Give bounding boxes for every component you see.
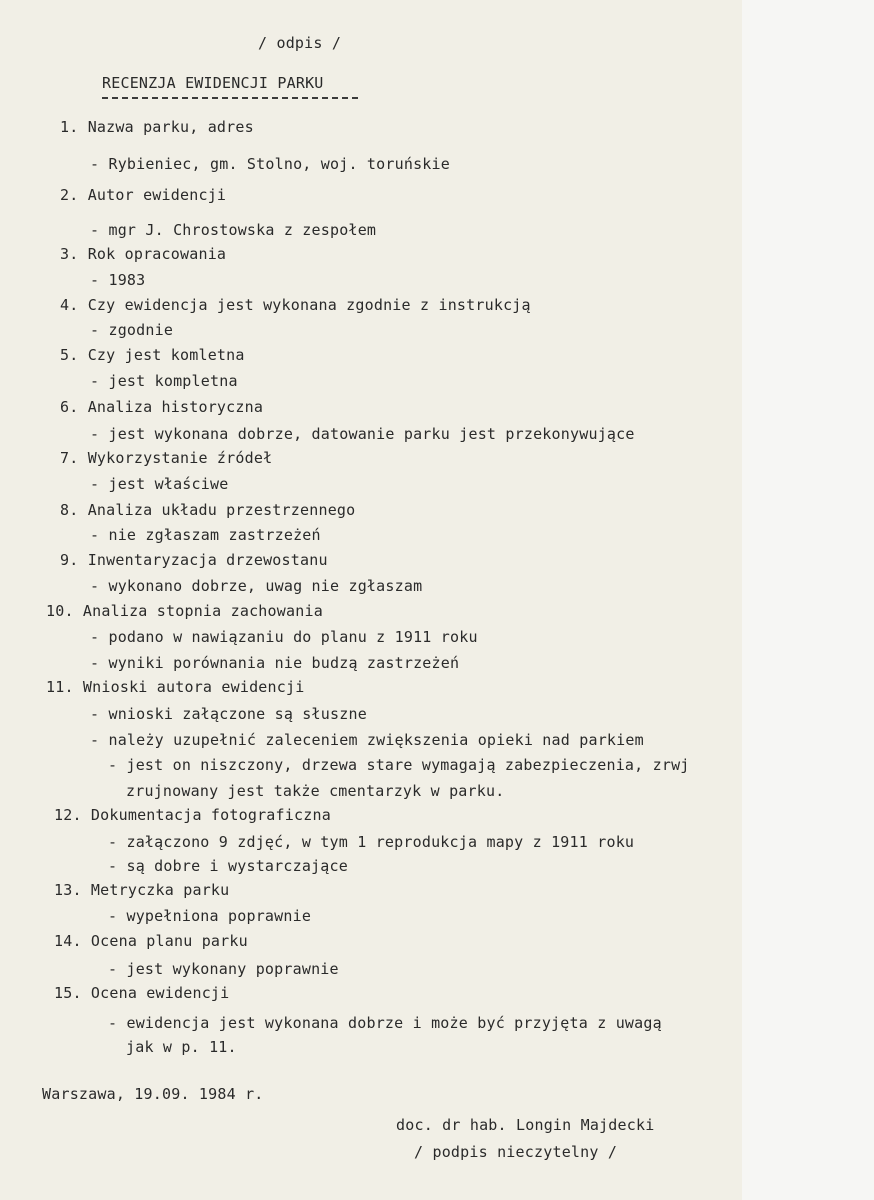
item-1-detail-1: - Rybieniec, gm. Stolno, woj. toruńskie <box>90 155 450 173</box>
item-5-detail-1: - jest kompletna <box>90 372 238 390</box>
item-15-label: 15. Ocena ewidencji <box>54 984 230 1002</box>
signature-note: / podpis nieczytelny / <box>414 1143 618 1161</box>
item-4-label: 4. Czy ewidencja jest wykonana zgodnie z instrukcją <box>60 296 531 314</box>
item-2-detail-1: - mgr J. Chrostowska z zespołem <box>90 221 377 239</box>
item-7-label: 7. Wykorzystanie źródeł <box>60 449 273 467</box>
item-8-detail-1: - nie zgłaszam zastrzeżeń <box>90 526 321 544</box>
place-and-date: Warszawa, 19.09. 1984 r. <box>42 1085 264 1103</box>
item-5-label: 5. Czy jest komletna <box>60 346 245 364</box>
signatory-name: doc. dr hab. Longin Majdecki <box>396 1116 655 1134</box>
item-12-label: 12. Dokumentacja fotograficzna <box>54 806 331 824</box>
item-14-detail-1: - jest wykonany poprawnie <box>108 960 339 978</box>
item-15-detail-1: - ewidencja jest wykonana dobrze i może być przyjęta z uwagą <box>108 1014 662 1032</box>
item-11-detail-3: - jest on niszczony, drzewa stare wymagają zabezpieczenia, zrwj <box>108 756 690 774</box>
item-4-detail-1: - zgodnie <box>90 321 174 339</box>
item-12-detail-1: - załączono 9 zdjęć, w tym 1 reprodukcja mapy z 1911 roku <box>108 833 635 851</box>
item-11-detail-1: - wnioski załączone są słuszne <box>90 705 367 723</box>
item-8-label: 8. Analiza układu przestrzennego <box>60 501 356 519</box>
title-underline <box>102 97 358 99</box>
item-7-detail-1: - jest właściwe <box>90 475 229 493</box>
item-2-label: 2. Autor ewidencji <box>60 186 227 204</box>
item-10-detail-1: - podano w nawiązaniu do planu z 1911 roku <box>90 628 478 646</box>
scan-background <box>742 0 874 1200</box>
item-11-label: 11. Wnioski autora ewidencji <box>46 678 305 696</box>
document-title: RECENZJA EWIDENCJI PARKU <box>102 74 324 92</box>
item-6-detail-1: - jest wykonana dobrze, datowanie parku jest przekonywujące <box>90 425 635 443</box>
item-11-detail-4: zrujnowany jest także cmentarzyk w parku. <box>126 782 505 800</box>
item-1-label: 1. Nazwa parku, adres <box>60 118 254 136</box>
item-10-label: 10. Analiza stopnia zachowania <box>46 602 323 620</box>
item-10-detail-2: - wyniki porównania nie budzą zastrzeżeń <box>90 654 460 672</box>
item-6-label: 6. Analiza historyczna <box>60 398 264 416</box>
item-9-label: 9. Inwentaryzacja drzewostanu <box>60 551 328 569</box>
item-12-detail-2: - są dobre i wystarczające <box>108 857 348 875</box>
item-11-detail-2: - należy uzupełnić zaleceniem zwiększenia opieki nad parkiem <box>90 731 644 749</box>
item-13-detail-1: - wypełniona poprawnie <box>108 907 312 925</box>
item-3-label: 3. Rok opracowania <box>60 245 227 263</box>
copy-mark: / odpis / <box>258 34 342 52</box>
item-15-detail-2: jak w p. 11. <box>126 1038 237 1056</box>
item-3-detail-1: - 1983 <box>90 271 146 289</box>
item-9-detail-1: - wykonano dobrze, uwag nie zgłaszam <box>90 577 423 595</box>
item-13-label: 13. Metryczka parku <box>54 881 230 899</box>
item-14-label: 14. Ocena planu parku <box>54 932 248 950</box>
